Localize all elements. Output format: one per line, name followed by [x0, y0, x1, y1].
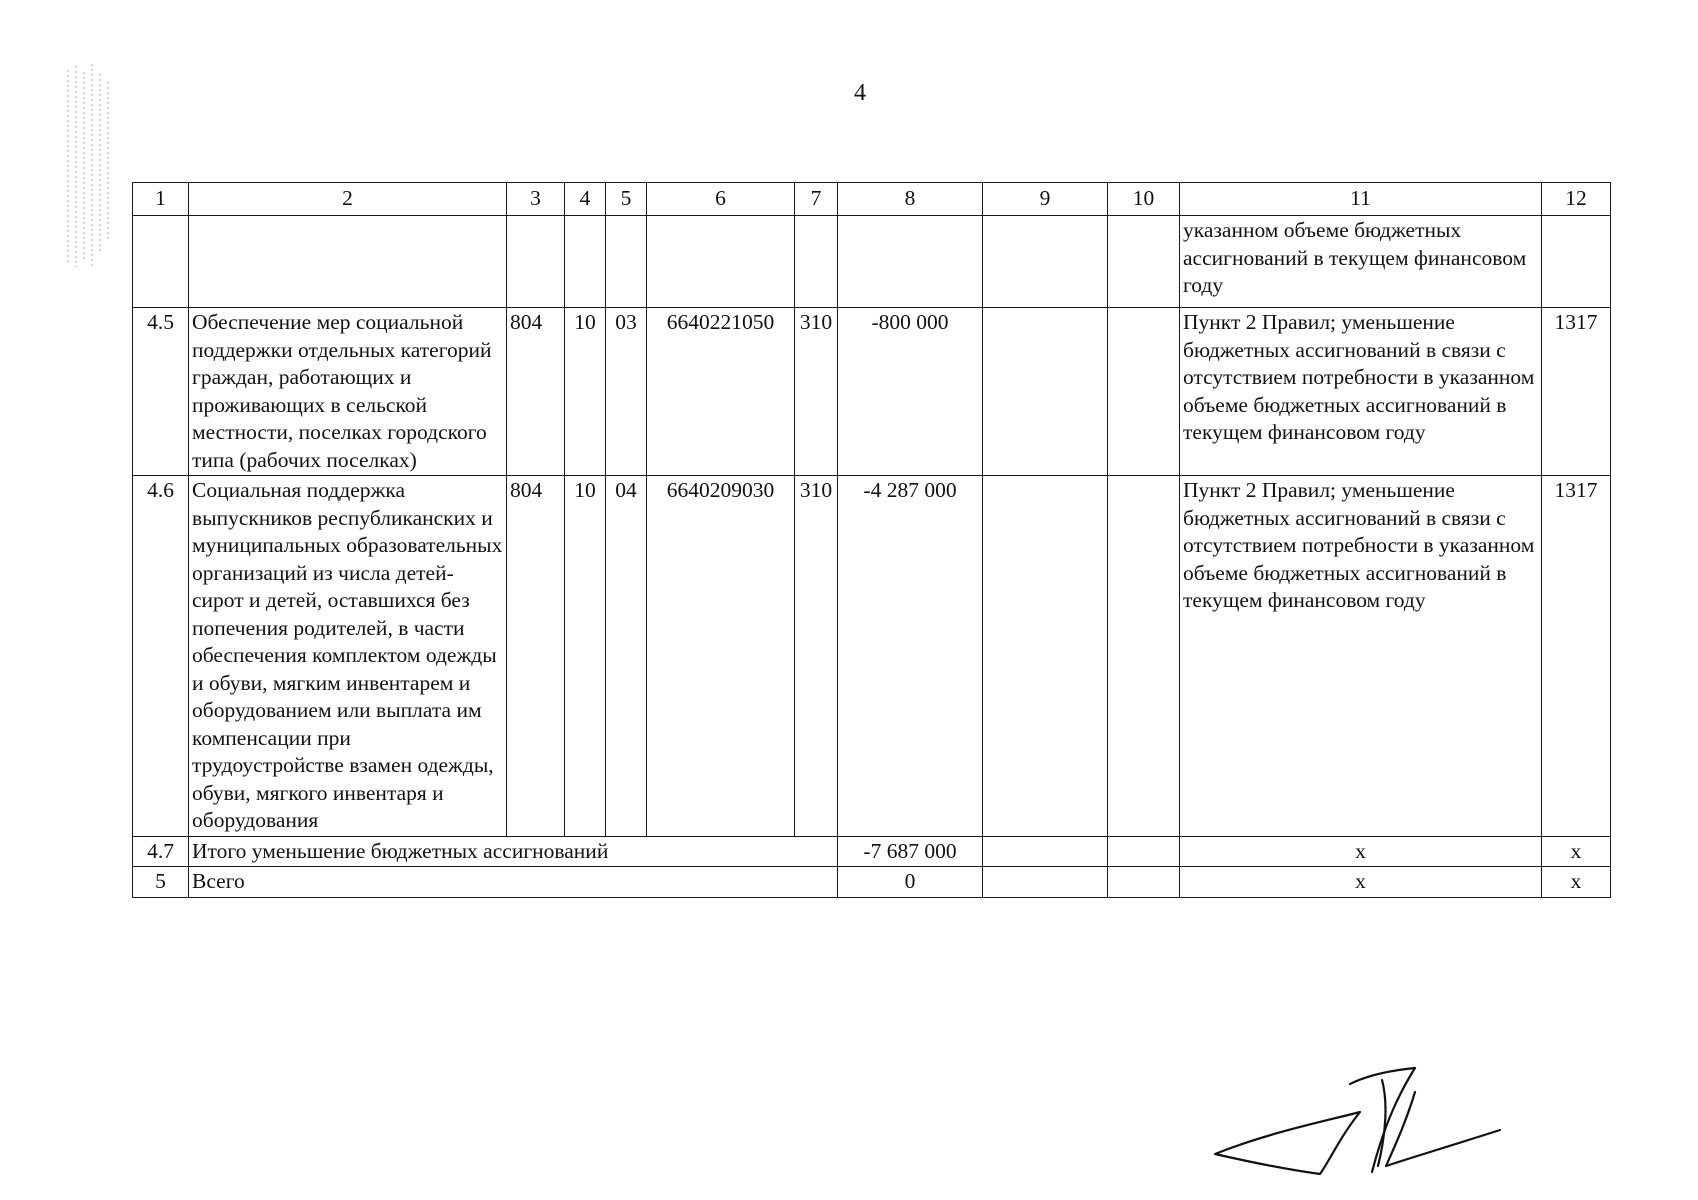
grand-total-amount: 0	[838, 867, 983, 898]
row-description: Социальная поддержка выпускников республиканских и муниципальных образовательных организаций из числа детей-сирот и детей, оставшихся без попечения родителей, в части обеспечения комплектом одежды и обуви, мягким инвентарем и оборудованием или выплата им компенсации при трудоустройстве взамен одежды, обуви, мягкого инвентаря и оборудования	[189, 476, 507, 837]
column-header: 7	[795, 183, 838, 216]
table-row-continuation	[133, 216, 1611, 308]
column-header: 3	[507, 183, 565, 216]
column-header: 11	[1180, 183, 1542, 216]
empty-cell	[983, 476, 1108, 837]
grand-total-label: Всего	[189, 867, 838, 898]
empty-cell	[983, 308, 1108, 476]
justification-cell: указанном объеме бюджетных ассигнований в текущем финансовом году	[1180, 216, 1542, 308]
grand-total-row	[133, 867, 1611, 898]
budget-allocation-table	[132, 182, 1611, 898]
grand-total-c11: x	[1180, 867, 1542, 898]
empty-cell	[1108, 476, 1180, 837]
total-decrease-row	[133, 836, 1611, 867]
row-number: 4.6	[133, 476, 189, 837]
margin-stamp	[62, 62, 118, 272]
code-cell: 804	[507, 308, 565, 476]
column-header: 5	[606, 183, 647, 216]
page-number: 4	[854, 80, 866, 106]
justification-cell: Пункт 2 Правил; уменьшение бюджетных ассигнований в связи с отсутствием потребности в указанном объеме бюджетных ассигнований в текущем финансовом году	[1180, 308, 1542, 476]
column-header: 2	[189, 183, 507, 216]
column-header: 12	[1542, 183, 1611, 216]
column-header: 6	[647, 183, 795, 216]
code-cell: 310	[795, 476, 838, 837]
column-header: 9	[983, 183, 1108, 216]
column-header: 4	[565, 183, 606, 216]
code-cell: 03	[606, 308, 647, 476]
total-decrease-label: Итого уменьшение бюджетных ассигнований	[189, 836, 838, 867]
code-cell: 6640209030	[647, 476, 795, 837]
handwritten-signature	[1210, 1062, 1510, 1182]
total-decrease-amount: -7 687 000	[838, 836, 983, 867]
code-cell: 6640221050	[647, 308, 795, 476]
total-decrease-c12: x	[1542, 836, 1611, 867]
amount-cell: -800 000	[838, 308, 983, 476]
code-cell: 310	[795, 308, 838, 476]
table-header-row	[133, 183, 1611, 216]
row-description: Обеспечение мер социальной поддержки отдельных категорий граждан, работающих и проживающих в сельской местности, поселках городского типа (рабочих поселках)	[189, 308, 507, 476]
empty-cell	[1108, 308, 1180, 476]
grand-total-c12: x	[1542, 867, 1611, 898]
code-cell: 10	[565, 308, 606, 476]
justification-cell: Пункт 2 Правил; уменьшение бюджетных ассигнований в связи с отсутствием потребности в указанном объеме бюджетных ассигнований в текущем финансовом году	[1180, 476, 1542, 837]
code-cell: 10	[565, 476, 606, 837]
code-cell: 804	[507, 476, 565, 837]
amount-cell: -4 287 000	[838, 476, 983, 837]
column-header: 1	[133, 183, 189, 216]
reference-cell: 1317	[1542, 476, 1611, 837]
column-header: 8	[838, 183, 983, 216]
column-header: 10	[1108, 183, 1180, 216]
table-row	[133, 476, 1611, 837]
row-number: 4.7	[133, 836, 189, 867]
code-cell: 04	[606, 476, 647, 837]
table-row	[133, 308, 1611, 476]
row-number: 4.5	[133, 308, 189, 476]
reference-cell: 1317	[1542, 308, 1611, 476]
total-decrease-c11: x	[1180, 836, 1542, 867]
row-number: 5	[133, 867, 189, 898]
